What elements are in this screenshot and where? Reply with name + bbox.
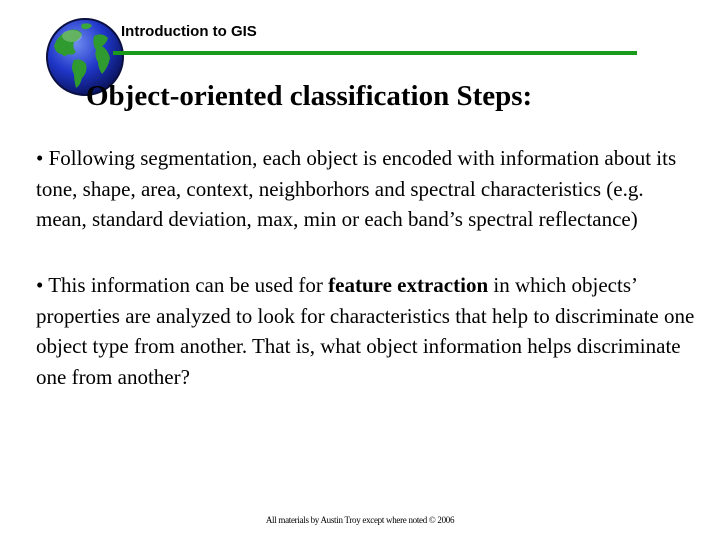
- bullet-text-after: in which objects’ properties are analyzed to look for characteristics that help to discriminate one object type from another. That is, what object information helps discriminate one from another?: [36, 273, 695, 389]
- header-title: Introduction to GIS: [121, 23, 257, 40]
- slide-title: Object-oriented classification Steps:: [86, 80, 533, 112]
- bullet-marker: •: [36, 146, 49, 170]
- footer-copyright: All materials by Austin Troy except where noted © 2006: [265, 515, 455, 525]
- bullet-paragraph-2: [36, 270, 696, 392]
- bullet-text: Following segmentation, each object is encoded with information about its tone, shape, area, context, neighborhors and spectral characteristics (e.g. mean, standard deviation, max, min or each band’s spectral reflectance): [36, 146, 677, 231]
- header-divider: [113, 51, 637, 55]
- bullet-paragraph-1: [36, 143, 696, 235]
- bullet-bold-term: feature extraction: [328, 273, 489, 297]
- bullet-marker: •: [36, 273, 49, 297]
- bullet-text-before: This information can be used for: [48, 273, 329, 297]
